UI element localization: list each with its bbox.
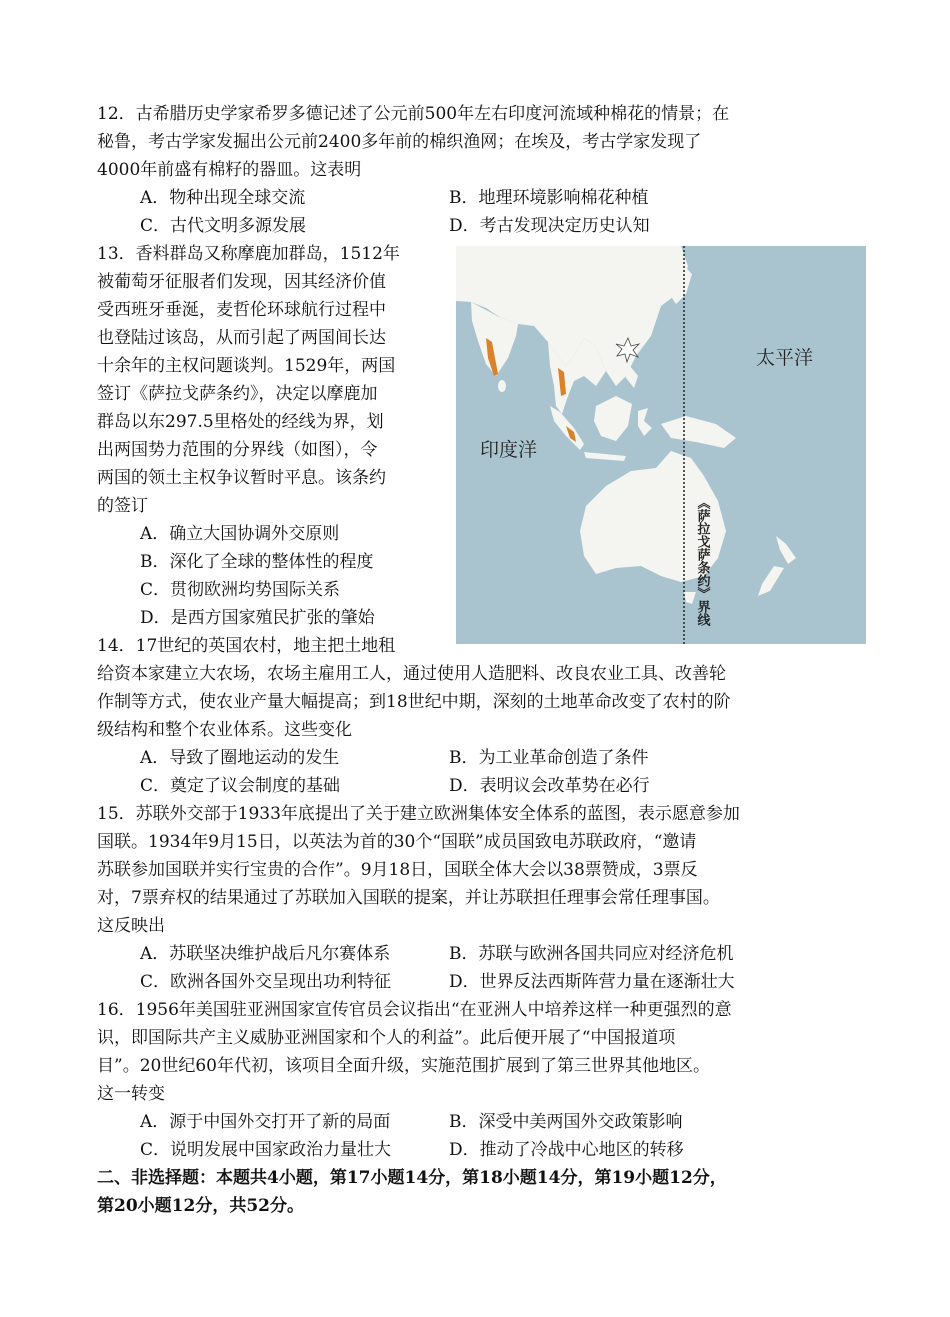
q14-line-3: 作制等方式，使农业产量大幅提高；到18世纪中期，深刻的土地革命改变了农村的阶 xyxy=(97,692,731,712)
q16-option-c[interactable]: C．说明发展中国家政治力量壮大 xyxy=(140,1140,392,1160)
q16-line-2: 识，即国际共产主义威胁亚洲国家和个人的利益”。此后便开展了“中国报道项 xyxy=(97,1028,676,1048)
q15-line-4: 对，7票弃权的结果通过了苏联加入国联的提案，并让苏联担任理事会常任理事国。 xyxy=(97,888,720,908)
q13-line-5: 十余年的主权问题谈判。1529年，两国 xyxy=(97,356,396,376)
q14-options-row-2 xyxy=(97,772,867,800)
q16-line-1: 16．1956年美国驻亚洲国家宣传官员会议指出“在亚洲人中培养这样一种更强烈的意 xyxy=(97,1000,732,1020)
question-12 xyxy=(97,100,867,240)
q13-line-10: 的签订 xyxy=(97,496,148,516)
q15-option-c[interactable]: C．欧洲各国外交呈现出功利特征 xyxy=(140,972,392,992)
section-2-heading xyxy=(97,1164,867,1220)
map-label-indian: 印度洋 xyxy=(480,439,538,461)
q13-line-2: 被葡萄牙征服者们发现，因其经济价值 xyxy=(97,272,386,292)
question-15 xyxy=(97,800,867,996)
q12-options-row-2 xyxy=(97,212,867,240)
q15-line-5: 这反映出 xyxy=(97,916,165,936)
map-land-sulawesi xyxy=(638,408,652,436)
q14-option-b[interactable]: B．为工业革命创造了条件 xyxy=(449,748,649,768)
q12-options-row-1 xyxy=(97,184,867,212)
q16-line-4: 这一转变 xyxy=(97,1084,165,1104)
q12-line-3: 4000年前盛有棉籽的器皿。这表明 xyxy=(97,160,362,180)
q14-option-d[interactable]: D．表明议会改革势在必行 xyxy=(449,776,650,796)
q15-line-3: 苏联参加国联并实行宝贵的合作”。9月18日，国联全体大会以38票赞成，3票反 xyxy=(97,860,698,880)
map-land-newzealand-north xyxy=(776,536,796,564)
q13-option-row-a xyxy=(97,520,449,548)
q15-option-d[interactable]: D．世界反法西斯阵营力量在逐渐壮大 xyxy=(449,972,735,992)
question-14 xyxy=(97,632,867,800)
q16-option-b[interactable]: B．深受中美两国外交政策影响 xyxy=(449,1112,683,1132)
q15-option-a[interactable]: A．苏联坚决维护战后凡尔赛体系 xyxy=(140,944,391,964)
q13-line-8: 出两国势力范围的分界线（如图），令 xyxy=(97,440,378,460)
map-land-srilanka xyxy=(498,380,506,392)
q13-line-1: 13．香料群岛又称摩鹿加群岛，1512年 xyxy=(97,244,400,264)
section-2-line-2: 第20小题12分，共52分。 xyxy=(97,1196,304,1216)
q12-option-b[interactable]: B．地理环境影响棉花种植 xyxy=(449,188,649,208)
question-13 xyxy=(97,240,867,632)
map-land-borneo xyxy=(594,396,632,441)
q15-line-2: 国联。1934年9月15日，以英法为首的30个“国联”成员国致电苏联政府，“邀请 xyxy=(97,832,697,852)
q15-options-row-1 xyxy=(97,940,867,968)
q13-option-row-d xyxy=(97,604,449,632)
q16-options-row-2 xyxy=(97,1136,867,1164)
q15-option-b[interactable]: B．苏联与欧洲各国共同应对经济危机 xyxy=(449,944,734,964)
q14-line-2: 给资本家建立大农场，农场主雇用工人，通过使用人造肥料、改良农业工具、改善轮 xyxy=(97,664,726,684)
map-land-newguinea xyxy=(661,416,736,448)
q16-line-3: 目”。20世纪60年代初，该项目全面升级，实施范围扩展到了第三世界其他地区。 xyxy=(97,1056,710,1076)
q15-line-1: 15．苏联外交部于1933年底提出了关于建立欧洲集体安全体系的蓝图，表示愿意参加 xyxy=(97,804,740,824)
q13-option-c[interactable]: C．贯彻欧洲均势国际关系 xyxy=(140,580,341,600)
q14-option-a[interactable]: A．导致了圈地运动的发生 xyxy=(140,748,340,768)
q13-line-3: 受西班牙垂涎，麦哲伦环球航行过程中 xyxy=(97,300,386,320)
q13-line-4: 也登陆过该岛，从而引起了两国间长达 xyxy=(97,328,386,348)
q16-options-row-1 xyxy=(97,1108,867,1136)
q13-option-b[interactable]: B．深化了全球的整体性的程度 xyxy=(140,552,374,572)
q14-options-row-1 xyxy=(97,744,867,772)
q12-line-2: 秘鲁，考古学家发掘出公元前2400多年前的棉织渔网；在埃及，考古学家发现了 xyxy=(97,132,702,152)
section-2-line-1: 二、非选择题：本题共4小题，第17小题14分，第18小题14分，第19小题12分， xyxy=(97,1168,727,1188)
map-svg xyxy=(456,246,866,644)
q13-option-d[interactable]: D．是西方国家殖民扩张的肇始 xyxy=(140,608,375,628)
q13-option-row-c xyxy=(97,576,449,604)
zaragoza-treaty-map xyxy=(456,246,866,644)
map-label-treaty-line: 《萨拉戈萨条约》界线 xyxy=(694,496,710,626)
q14-option-c[interactable]: C．奠定了议会制度的基础 xyxy=(140,776,341,796)
map-label-pacific: 太平洋 xyxy=(756,347,814,369)
q13-line-9: 两国的领土主权争议暂时平息。该条约 xyxy=(97,468,386,488)
question-16 xyxy=(97,996,867,1164)
q13-line-6: 签订《萨拉戈萨条约》，决定以摩鹿加 xyxy=(97,384,378,404)
q12-line-1: 12．古希腊历史学家希罗多德记述了公元前500年左右印度河流域种棉花的情景；在 xyxy=(97,104,730,124)
q15-options-row-2 xyxy=(97,968,867,996)
q16-option-d[interactable]: D．推动了冷战中心地区的转移 xyxy=(449,1140,684,1160)
q16-option-a[interactable]: A．源于中国外交打开了新的局面 xyxy=(140,1112,391,1132)
q14-line-4: 级结构和整个农业体系。这些变化 xyxy=(97,720,352,740)
q13-line-7: 群岛以东297.5里格处的经线为界，划 xyxy=(97,412,384,432)
map-land-newzealand-south xyxy=(758,566,784,596)
q13-option-row-b xyxy=(97,548,449,576)
q14-line-1: 14．17世纪的英国农村，地主把土地租 xyxy=(97,636,396,656)
map-land-java xyxy=(584,452,626,461)
q12-option-c[interactable]: C．古代文明多源发展 xyxy=(140,216,307,236)
q12-option-a[interactable]: A．物种出现全球交流 xyxy=(140,188,306,208)
q13-option-a[interactable]: A．确立大国协调外交原则 xyxy=(140,524,340,544)
q12-option-d[interactable]: D．考古发现决定历史认知 xyxy=(449,216,650,236)
exam-page xyxy=(97,100,867,1220)
